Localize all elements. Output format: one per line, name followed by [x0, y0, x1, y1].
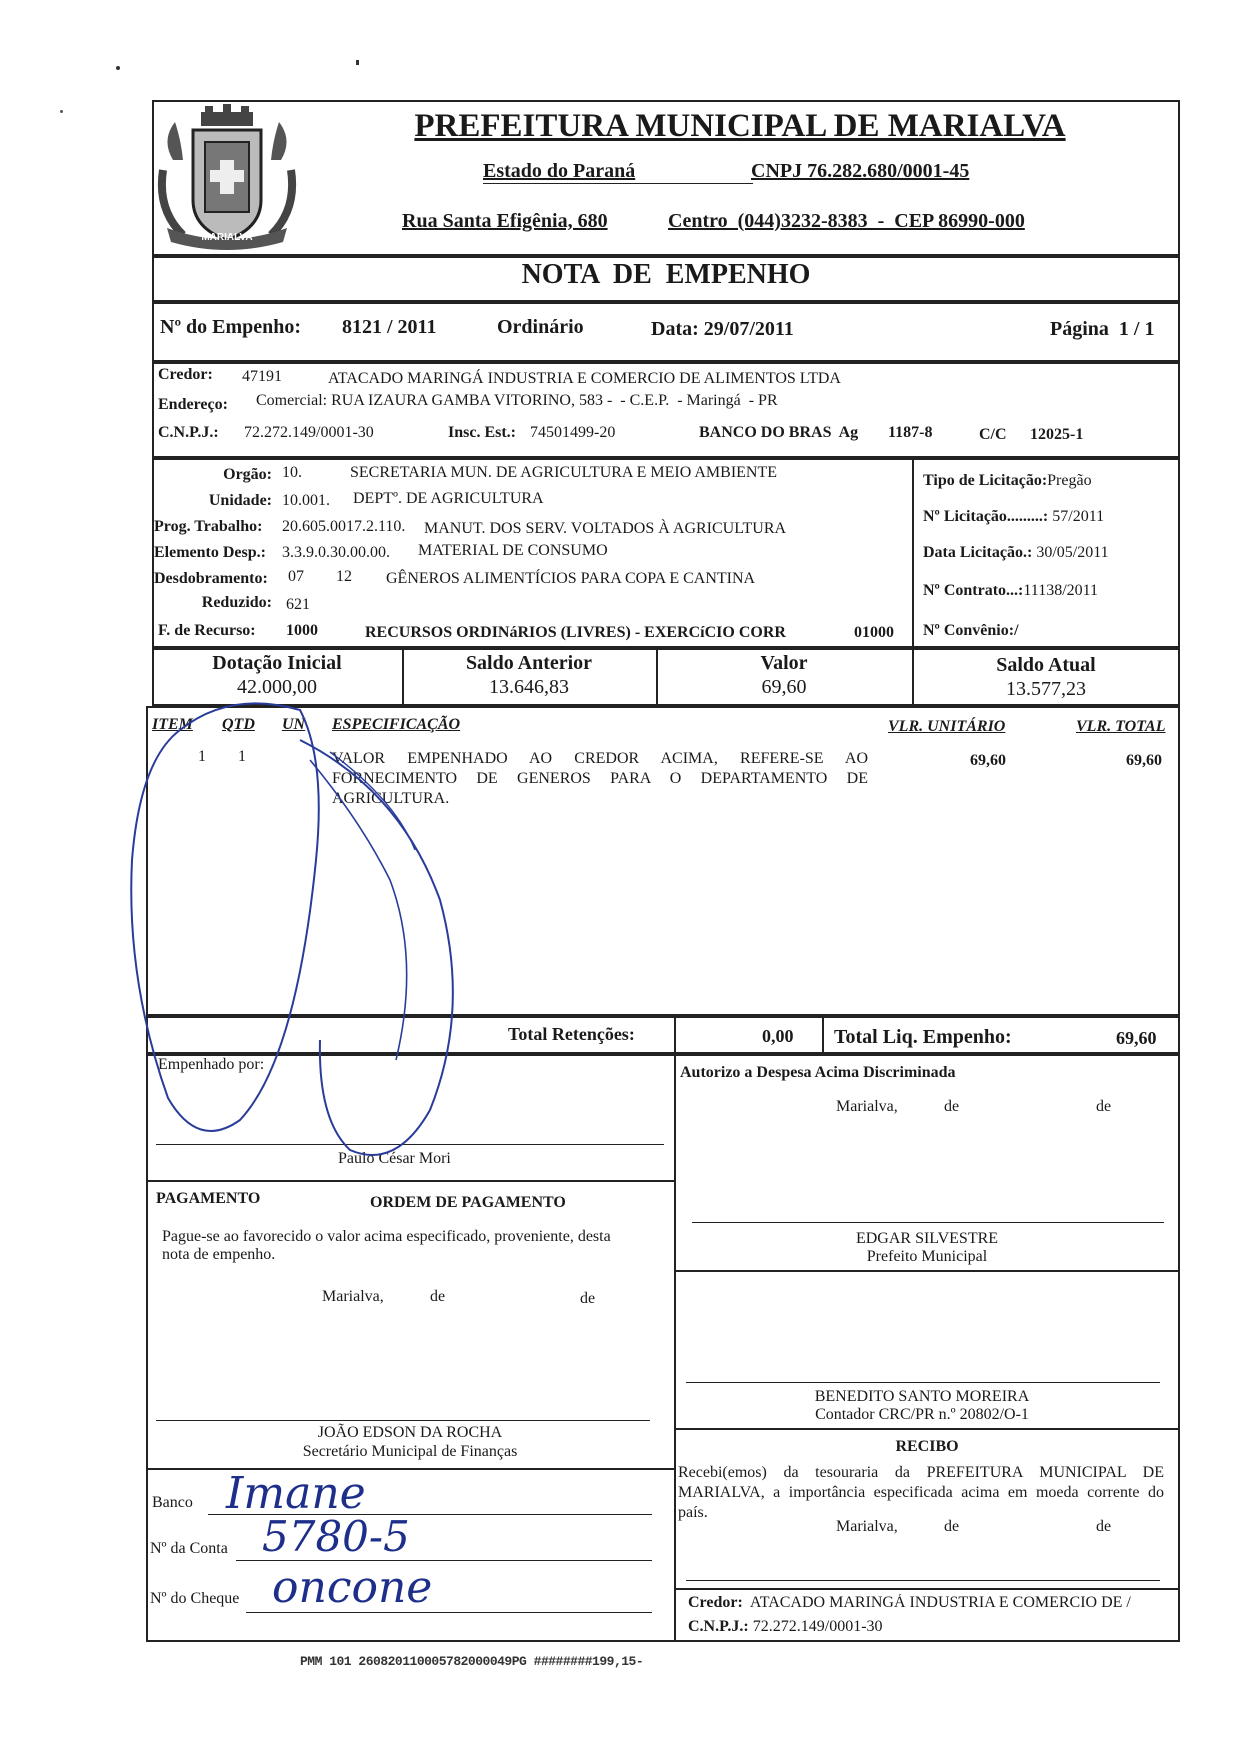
- pagamento-text-2: nota de empenho.: [162, 1246, 276, 1263]
- secretario-name: JOÃO EDSON DA ROCHA: [317, 1424, 503, 1441]
- recibo-text-1: Recebi(emos) da tesouraria da PREFEITURA MUNICIPAL DE: [678, 1464, 1164, 1481]
- header-un: UN: [282, 716, 306, 733]
- desdobramento-value-2: 12: [336, 568, 352, 585]
- dotacao-label: Dotação Inicial: [212, 652, 342, 674]
- reduzido-value: 621: [286, 596, 310, 613]
- tipo-licitacao-label: Tipo de Licitação:: [923, 472, 1048, 489]
- scan-dot: [60, 110, 63, 113]
- contador-signature-line: [686, 1382, 1160, 1383]
- lower-left-divider-1: [146, 1180, 674, 1182]
- valor-label: Valor: [760, 652, 808, 674]
- cnpj-label: C.N.P.J.:: [158, 424, 219, 441]
- numero-contrato: [923, 582, 1098, 600]
- address-rest: Centro (044)3232-8383 - CEP 86990-000: [668, 210, 1025, 232]
- lower-center-divider: [674, 1054, 676, 1642]
- desdobramento-value-1: 07: [288, 568, 304, 585]
- prefeito-name: EDGAR SILVESTRE: [855, 1230, 999, 1247]
- retencoes-divider-2: [822, 1016, 824, 1054]
- recibo-text-3: país.: [678, 1504, 708, 1521]
- pagamento-city: Marialva,: [322, 1288, 384, 1305]
- address-street: Rua Santa Efigênia, 680: [402, 210, 608, 232]
- insc-label: Insc. Est.:: [448, 424, 517, 441]
- data-licitacao-label: Data Licitação.:: [923, 544, 1033, 561]
- prog-desc: MANUT. DOS SERV. VOLTADOS À AGRICULTURA: [424, 520, 787, 537]
- retencoes-box: [146, 1016, 1180, 1054]
- secretario-signature-line: [156, 1420, 650, 1421]
- header-especificacao: ESPECIFICAÇÃO: [332, 716, 461, 733]
- lower-right-divider-2: [674, 1428, 1180, 1430]
- banco-handwritten: Imane: [226, 1468, 366, 1519]
- scan-dot: [356, 60, 359, 65]
- autorizo-label: Autorizo a Despesa Acima Discriminada: [680, 1064, 956, 1081]
- recibo-cnpj-value: 72.272.149/0001-30: [752, 1618, 883, 1635]
- municipality-title: PREFEITURA MUNICIPAL DE MARIALVA: [414, 108, 1066, 144]
- recibo-city: Marialva,: [836, 1518, 898, 1535]
- recibo-credor-value: ATACADO MARINGÁ INDUSTRIA E COMERCIO DE /: [749, 1594, 1131, 1611]
- agency-value: 1187-8: [888, 424, 933, 441]
- desdobramento-label: Desdobramento:: [154, 570, 268, 587]
- unidade-label: Unidade:: [208, 492, 272, 509]
- unidade-value: 10.001.: [282, 492, 330, 509]
- row-vlr-unitario: 69,60: [970, 752, 1006, 769]
- cheque-label: Nº do Cheque: [150, 1590, 240, 1607]
- retencoes-divider-1: [674, 1016, 676, 1054]
- header-qtd: QTD: [222, 716, 255, 733]
- pagamento-text-1: Pague-se ao favorecido o valor acima especificado, proveniente, desta: [162, 1228, 611, 1245]
- logo-ribbon-text: MARIALVA: [201, 232, 253, 243]
- total-liquido-label: Total Liq. Empenho:: [834, 1026, 1012, 1048]
- pagamento-de-1: de: [430, 1288, 446, 1305]
- orgao-value: 10.: [282, 464, 302, 481]
- header-vlr-unitario: VLR. UNITÁRIO: [888, 718, 1006, 735]
- saldo-anterior-label: Saldo Anterior: [465, 652, 593, 674]
- scan-dot: [116, 66, 120, 70]
- orgao-desc: SECRETARIA MUN. DE AGRICULTURA E MEIO AMBIENTE: [350, 464, 778, 481]
- reduzido-label: Reduzido:: [201, 594, 272, 611]
- tipo-licitacao-value: Pregão: [1047, 472, 1092, 489]
- cc-label: C/C: [979, 426, 1007, 443]
- numero-licitacao-label: Nº Licitação.........:: [923, 508, 1049, 525]
- state-name: Estado do Paraná: [483, 160, 636, 182]
- numero-licitacao-value: 57/2011: [1052, 508, 1105, 525]
- empenho-date: Data: 29/07/2011: [651, 318, 794, 340]
- recibo-cnpj: [688, 1618, 883, 1636]
- insc-value: 74501499-20: [530, 424, 616, 441]
- credor-name: ATACADO MARINGÁ INDUSTRIA E COMERCIO DE ALIMENTOS LTDA: [328, 370, 841, 387]
- secretario-role: Secretário Municipal de Finanças: [302, 1443, 518, 1460]
- prefeito-signature-line: [692, 1222, 1164, 1223]
- saldo-atual-label: Saldo Atual: [996, 654, 1096, 676]
- header-item: ITEM: [152, 716, 193, 733]
- autorizo-de-2: de: [1096, 1098, 1112, 1115]
- endereco-label: Endereço:: [158, 396, 228, 413]
- recibo-signature-line: [686, 1580, 1160, 1581]
- credor-code: 47191: [242, 368, 282, 385]
- recurso-label: F. de Recurso:: [158, 622, 256, 639]
- conta-label: Nº da Conta: [150, 1540, 228, 1557]
- pagamento-label: PAGAMENTO: [156, 1190, 261, 1207]
- header-vlr-total: VLR. TOTAL: [1076, 718, 1166, 735]
- valor-value: 69,60: [761, 676, 807, 698]
- retencoes-label: Total Retenções:: [508, 1024, 635, 1044]
- recurso-desc: RECURSOS ORDINáRIOS (LIVRES) - EXERCíCIO CORR: [365, 624, 786, 641]
- prog-label: Prog. Trabalho:: [154, 518, 263, 535]
- page-number: Página 1 / 1: [1050, 318, 1155, 340]
- dotacao-value: 42.000,00: [237, 676, 317, 698]
- lower-right-divider-3: [674, 1588, 1180, 1590]
- total-liquido-value: 69,60: [1116, 1028, 1157, 1048]
- conta-handwritten: 5780-5: [262, 1512, 410, 1561]
- state-underline-extension: [483, 183, 753, 184]
- budget-divider: [912, 458, 914, 648]
- retencoes-value: 0,00: [762, 1026, 794, 1046]
- banco-label: Banco: [152, 1494, 193, 1511]
- empenhado-label: Empenhado por:: [158, 1056, 265, 1073]
- tipo-licitacao: [923, 472, 1092, 490]
- cc-value: 12025-1: [1030, 426, 1084, 443]
- cheque-handwritten: oncone: [272, 1562, 433, 1613]
- row-spec-line1: VALOR EMPENHADO AO CREDOR ACIMA, REFERE-SE AO: [332, 750, 868, 767]
- row-spec-line2: FORNECIMENTO DE GENEROS PARA O DEPARTAMENTO DE: [332, 770, 868, 787]
- recurso-value: 1000: [286, 622, 318, 639]
- elemento-value: 3.3.9.0.30.00.00.: [282, 544, 390, 561]
- data-licitacao: [923, 544, 1109, 562]
- saldo-anterior-value: 13.646,83: [489, 676, 569, 698]
- recibo-text-2: MARIALVA, a importância especificada acima em moeda corrente do: [678, 1484, 1164, 1501]
- credor-label: Credor:: [158, 366, 213, 383]
- document-title: NOTA DE EMPENHO: [521, 259, 811, 290]
- unidade-desc: DEPTº. DE AGRICULTURA: [353, 490, 544, 507]
- endereco-value: Comercial: RUA IZAURA GAMBA VITORINO, 583 - - C.E.P. - Maringá - PR: [256, 392, 778, 409]
- recibo-de-2: de: [1096, 1518, 1112, 1535]
- row-qtd: 1: [238, 748, 246, 765]
- elemento-label: Elemento Desp.:: [154, 544, 266, 561]
- empenho-type: Ordinário: [497, 316, 584, 338]
- empenho-label: Nº do Empenho:: [160, 316, 302, 338]
- numero-convenio: Nº Convênio:/: [923, 622, 1019, 639]
- cnpj-value: 72.272.149/0001-30: [244, 424, 374, 441]
- numero-licitacao: [923, 508, 1104, 526]
- row-item: 1: [198, 748, 206, 765]
- recibo-credor-label: Credor:: [688, 1594, 743, 1611]
- footer-code: PMM 101 260820110005782000049PG ########199,15-: [300, 1654, 644, 1669]
- recurso-code: 01000: [854, 624, 894, 641]
- coat-of-arms-logo: [153, 100, 301, 250]
- autorizo-city: Marialva,: [836, 1098, 898, 1115]
- ordem-pagamento-label: ORDEM DE PAGAMENTO: [370, 1194, 566, 1211]
- numero-contrato-label: Nº Contrato...:: [923, 582, 1024, 599]
- data-licitacao-value: 30/05/2011: [1036, 544, 1109, 561]
- prefeito-role: Prefeito Municipal: [866, 1248, 988, 1265]
- recibo-de-1: de: [944, 1518, 960, 1535]
- row-spec-line3: AGRICULTURA.: [332, 790, 450, 807]
- empenhado-name: Paulo César Mori: [338, 1150, 451, 1167]
- contador-name: BENEDITO SANTO MOREIRA: [814, 1388, 1030, 1405]
- saldo-atual-value: 13.577,23: [1006, 678, 1086, 700]
- numero-contrato-value: 11138/2011: [1023, 582, 1099, 599]
- elemento-desc: MATERIAL DE CONSUMO: [418, 542, 608, 559]
- cnpj-header: CNPJ 76.282.680/0001-45: [751, 160, 970, 182]
- bank-label: BANCO DO BRAS Ag: [699, 424, 859, 441]
- desdobramento-desc: GÊNEROS ALIMENTÍCIOS PARA COPA E CANTINA: [386, 570, 756, 587]
- recibo-cnpj-label: C.N.P.J.:: [688, 1618, 749, 1635]
- empenho-number: 8121 / 2011: [342, 316, 437, 338]
- orgao-label: Orgão:: [223, 466, 272, 483]
- row-vlr-total: 69,60: [1126, 752, 1162, 769]
- prog-value: 20.605.0017.2.110.: [282, 518, 406, 535]
- recibo-title: RECIBO: [895, 1438, 959, 1455]
- autorizo-de-1: de: [944, 1098, 960, 1115]
- contador-role: Contador CRC/PR n.º 20802/O-1: [815, 1406, 1029, 1423]
- pagamento-de-2: de: [580, 1290, 596, 1307]
- recibo-credor: [688, 1594, 1170, 1612]
- lower-right-divider-1: [674, 1270, 1180, 1272]
- empenhado-signature-line: [156, 1144, 664, 1145]
